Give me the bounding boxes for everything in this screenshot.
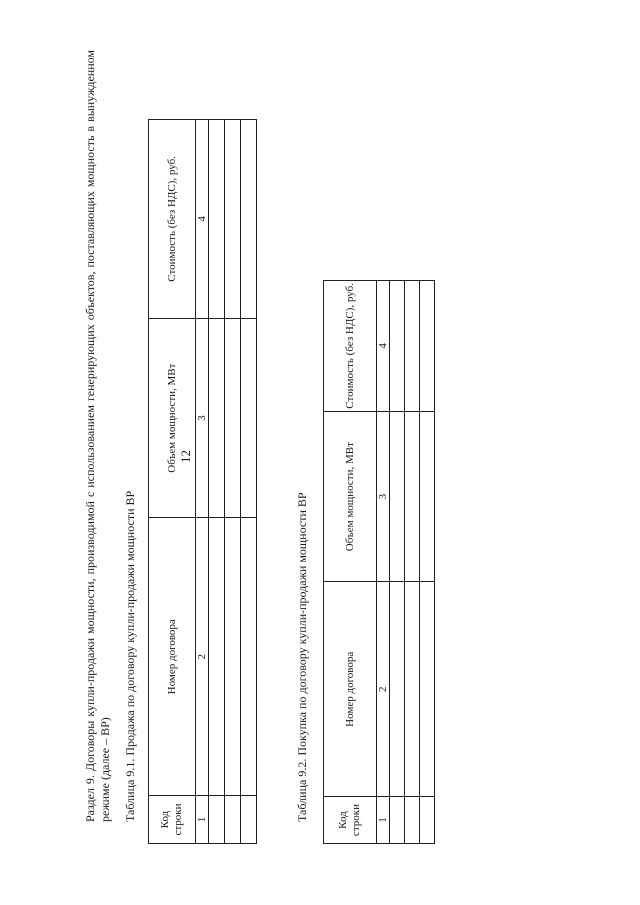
table-cell <box>405 281 420 412</box>
table-cell <box>405 582 420 797</box>
table-row <box>225 120 241 844</box>
table-cell <box>225 318 241 518</box>
table2-colnum-1: 1 <box>377 797 390 844</box>
table2-header-code: Код строки <box>324 797 377 844</box>
table1-colnum-3: 3 <box>196 318 209 518</box>
table-cell <box>390 797 405 844</box>
table-cell <box>209 796 225 844</box>
table-cell <box>405 797 420 844</box>
table2-caption: Таблица 9.2. Покупка по договору купли-продажи мощности ВР <box>295 492 309 822</box>
table1-header-volume: Объем мощности, МВт <box>149 318 196 518</box>
table-cell <box>241 120 257 319</box>
table-cell <box>225 518 241 796</box>
table1-header-code: Код строки <box>149 796 196 844</box>
table2-colnum-2: 2 <box>377 582 390 797</box>
table2-header-volume: Объем мощности, МВт <box>324 411 377 582</box>
table2-header-cost: Стоимость (без НДС), руб. <box>324 281 377 412</box>
table-cell <box>209 318 225 518</box>
table1-colnum-4: 4 <box>196 120 209 319</box>
table-cell <box>390 281 405 412</box>
table2-colnum-3: 3 <box>377 411 390 582</box>
table-cell <box>241 318 257 518</box>
table2 <box>323 280 435 844</box>
page-number: 12 <box>178 450 193 463</box>
table-row <box>209 120 225 844</box>
table1-header-cost: Стоимость (без НДС), руб. <box>149 120 196 319</box>
table1-caption: Таблица 9.1. Продажа по договору купли-продажи мощности ВР <box>123 490 137 822</box>
table-cell <box>390 411 405 582</box>
table-cell <box>390 582 405 797</box>
table-cell <box>241 518 257 796</box>
table-cell <box>209 120 225 319</box>
table-cell <box>420 582 435 797</box>
table1-colnum-2: 2 <box>196 518 209 796</box>
table-cell <box>209 518 225 796</box>
table-row <box>390 281 405 844</box>
table1 <box>148 119 257 844</box>
table2-colnum-4: 4 <box>377 281 390 412</box>
table1-colnum-1: 1 <box>196 796 209 844</box>
table2-header-contract: Номер договора <box>324 582 377 797</box>
table-row <box>405 281 420 844</box>
table-cell <box>225 120 241 319</box>
table1-header-contract: Номер договора <box>149 518 196 796</box>
table-cell <box>225 796 241 844</box>
table-cell <box>420 281 435 412</box>
section-heading: Раздел 9. Договоры купли-продажи мощности, производимой с использованием генерирующих объектов, поставляющих мощность в вынужденном режиме (далее – ВР) <box>83 50 112 822</box>
table-cell <box>405 411 420 582</box>
table-cell <box>241 796 257 844</box>
table-row <box>241 120 257 844</box>
table-cell <box>420 411 435 582</box>
table-cell <box>420 797 435 844</box>
table-row <box>420 281 435 844</box>
